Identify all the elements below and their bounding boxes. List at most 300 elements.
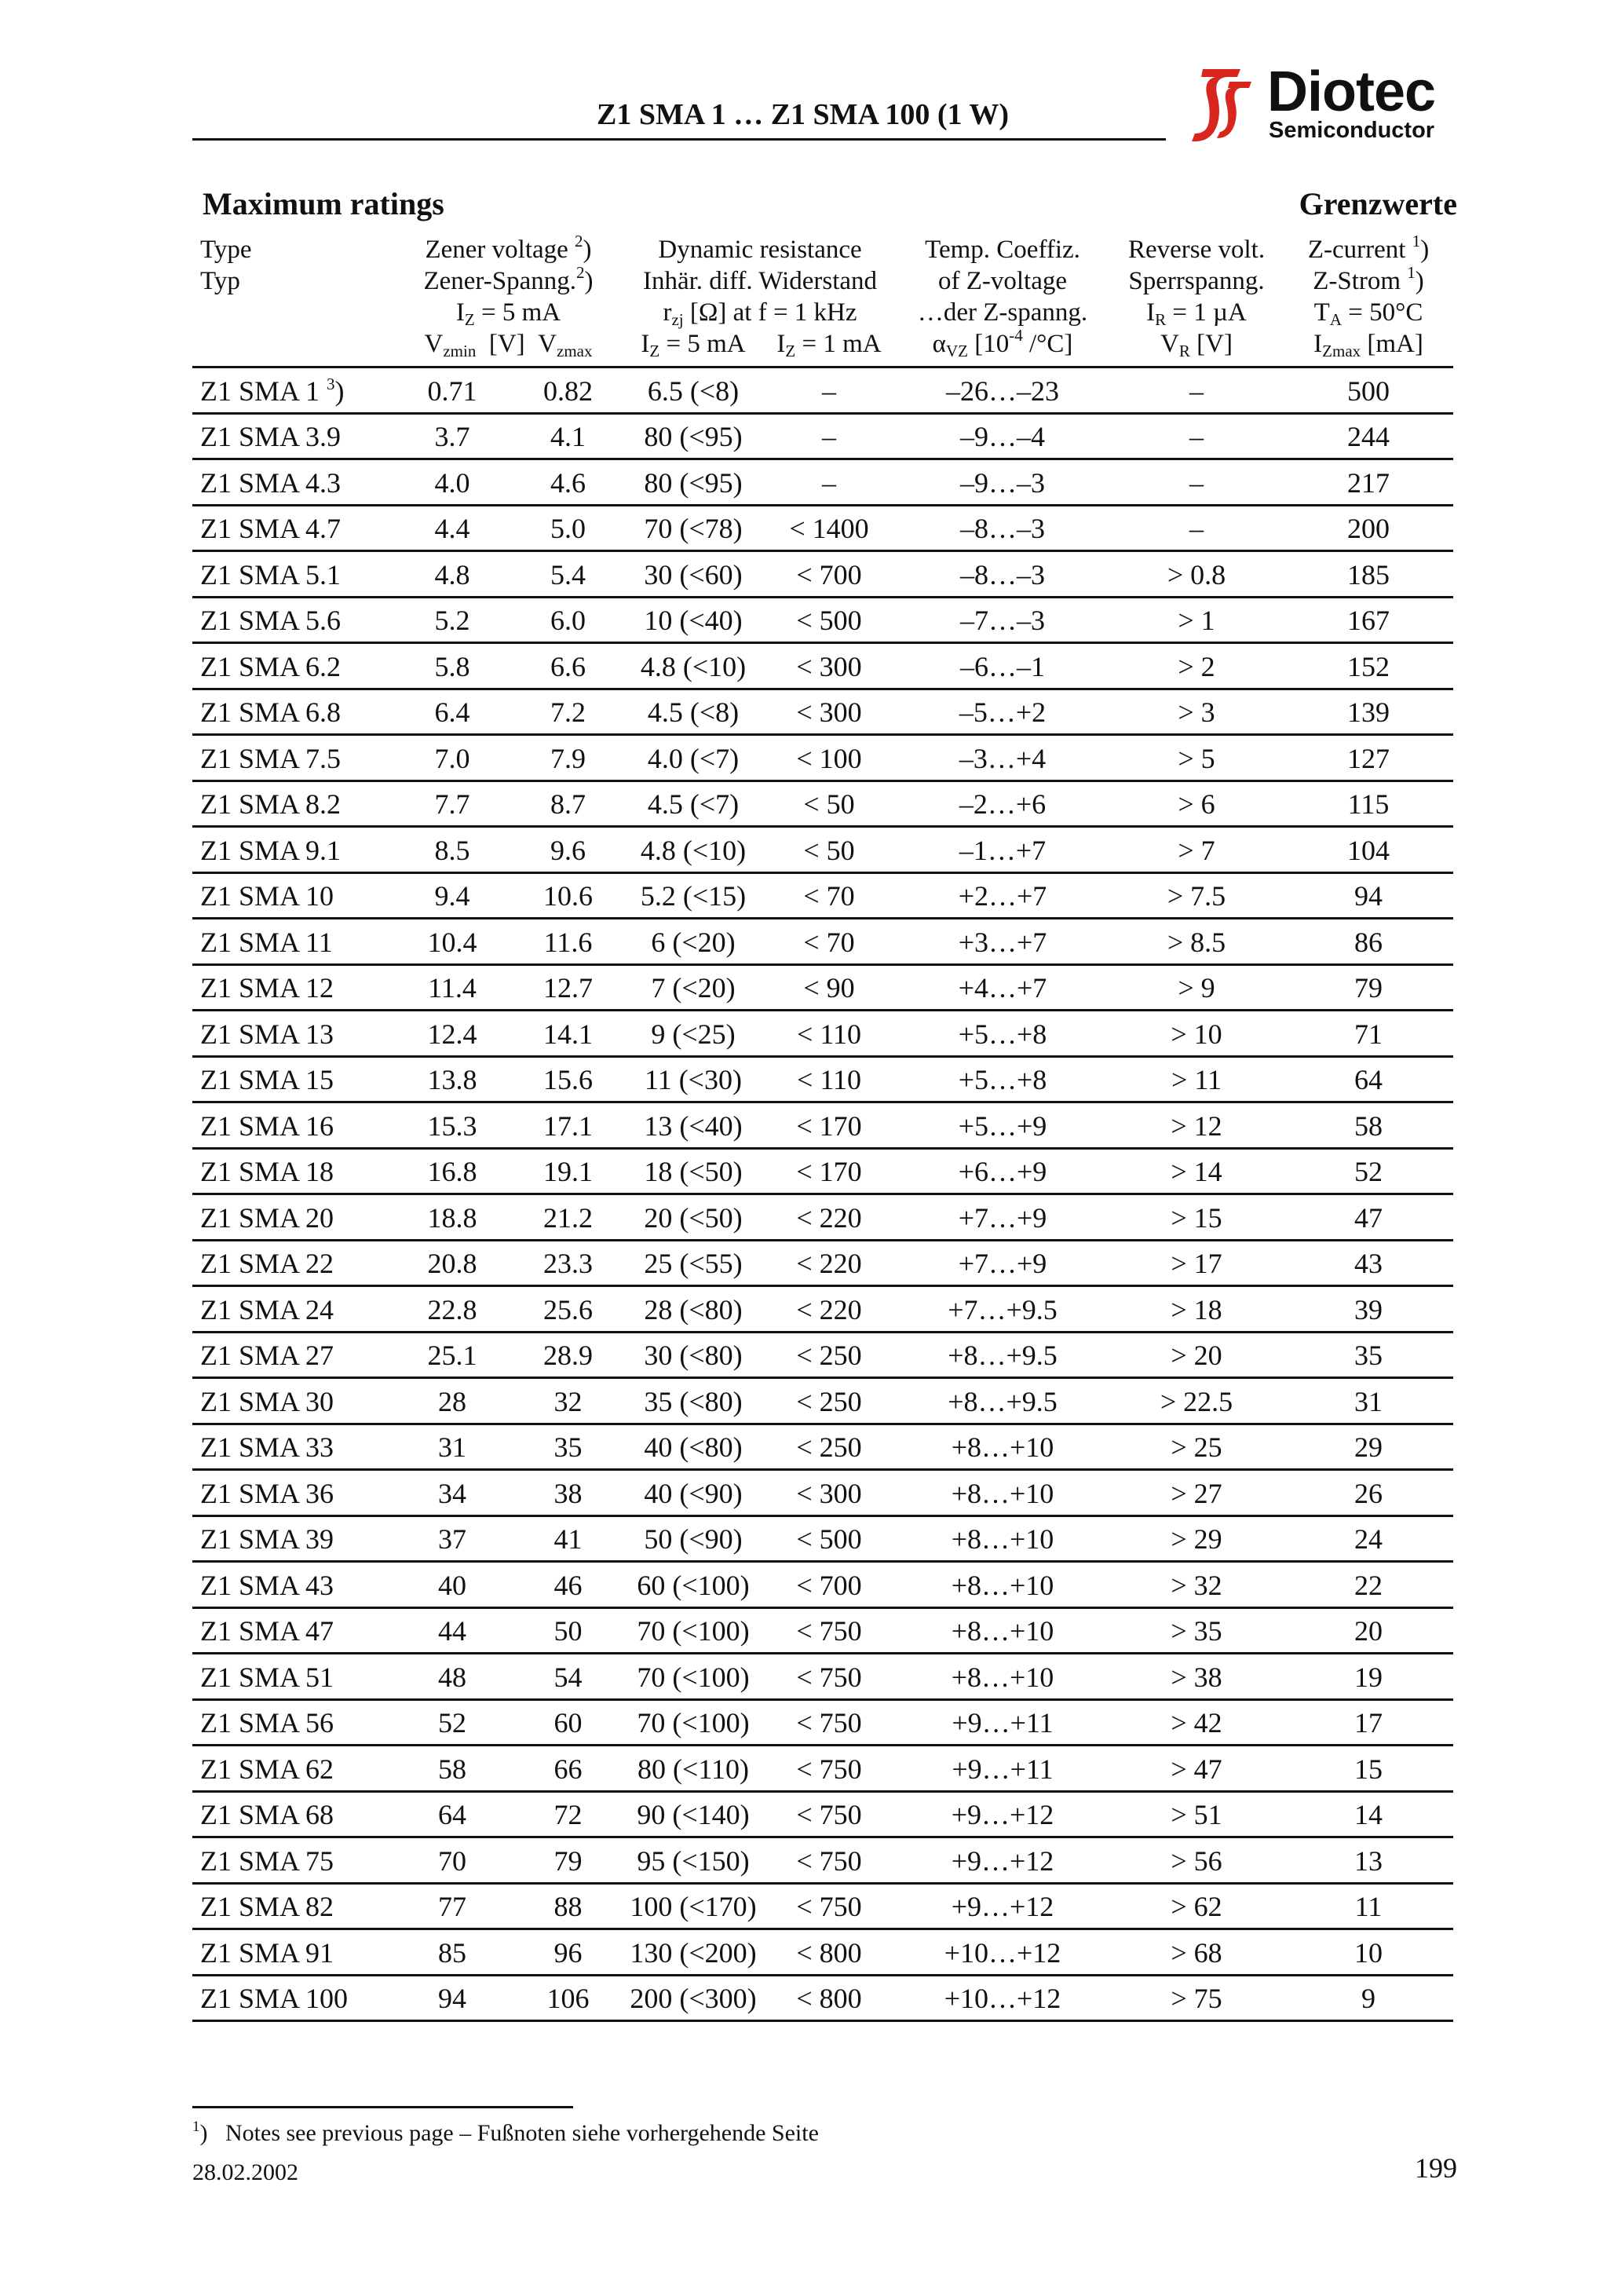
table-row [192, 1148, 1453, 1194]
sub: zmax [557, 342, 593, 360]
type-name: Z1 SMA 12 [200, 972, 334, 1004]
sub: Zmax [1322, 342, 1361, 360]
cell-vzmax: 28.9 [543, 1340, 593, 1372]
cell-rzj-1ma: < 700 [796, 1569, 862, 1601]
type-name: Z1 SMA 15 [200, 1064, 334, 1096]
table-row [192, 505, 1453, 551]
cell-type [192, 1240, 393, 1286]
cell-vzmax: 17.1 [543, 1110, 593, 1142]
table-row [192, 1975, 1453, 2021]
cell-z-current: 39 [1354, 1293, 1383, 1325]
cell-reverse-voltage: > 18 [1171, 1293, 1222, 1325]
cell-reverse-voltage: > 56 [1171, 1844, 1222, 1877]
cell-rzj-1ma: < 750 [796, 1615, 862, 1647]
cell-vzmin: 58 [438, 1753, 466, 1785]
val: [Ω] at f = 1 kHz [683, 298, 857, 327]
cell-rzj-1ma: – [822, 466, 837, 499]
type-name: Z1 SMA 91 [200, 1936, 334, 1969]
table-row [192, 1837, 1453, 1884]
cell-vzmin: 44 [438, 1615, 466, 1647]
cell-vzmax: 4.6 [550, 466, 586, 499]
sym: I [776, 330, 786, 358]
cell-vzmax: 7.9 [550, 742, 586, 774]
cell-z-current: 17 [1354, 1707, 1383, 1739]
val: [mA] [1361, 330, 1423, 358]
dyn-cond-1ma [762, 328, 896, 367]
cell-z-current: 94 [1354, 880, 1383, 912]
cell-rzj-1ma: < 750 [796, 1661, 862, 1693]
logo-subtitle: Semiconductor [1269, 118, 1435, 143]
cell-rzj-5ma: 80 (<95) [644, 466, 743, 499]
cell-vzmax: 11.6 [543, 926, 593, 958]
cell-reverse-voltage: > 15 [1171, 1201, 1222, 1234]
cell-vzmax: 96 [553, 1936, 583, 1969]
cell-z-current: 31 [1354, 1385, 1383, 1417]
cell-temp-coeff: +4…+7 [958, 972, 1047, 1004]
cell-vzmax: 46 [553, 1569, 583, 1601]
cell-vzmax: 5.4 [550, 558, 586, 590]
cell-reverse-voltage: > 5 [1178, 742, 1215, 774]
cell-rzj-5ma: 50 (<90) [644, 1523, 743, 1556]
cell-reverse-voltage: > 11 [1171, 1064, 1222, 1096]
col-zener-en: Zener voltage $^2$) [425, 232, 592, 264]
cell-temp-coeff: +8…+10 [951, 1477, 1054, 1509]
val: = 50°C [1342, 298, 1423, 327]
cell-z-current: 10 [1354, 1936, 1383, 1969]
cell-reverse-voltage: > 51 [1171, 1799, 1222, 1831]
cell-rzj-5ma: 40 (<80) [644, 1431, 743, 1464]
cell-vzmin: 15.3 [427, 1110, 477, 1142]
table-row [192, 1240, 1453, 1286]
table-row [192, 643, 1453, 689]
cell-temp-coeff: +5…+8 [958, 1064, 1047, 1096]
table-row [192, 1332, 1453, 1378]
type-name: Z1 SMA 3.9 [200, 421, 342, 453]
cell-type [192, 1148, 393, 1194]
cell-vzmin: 4.0 [434, 466, 470, 499]
table-row [192, 459, 1453, 506]
cell-rzj-5ma: 20 (<50) [644, 1201, 743, 1234]
type-name: Z1 SMA 47 [200, 1615, 334, 1647]
cell-vzmin: 64 [438, 1799, 466, 1831]
table-row [192, 1424, 1453, 1470]
cell-rzj-5ma: 30 (<80) [644, 1340, 743, 1372]
cell-rzj-5ma: 60 (<100) [637, 1569, 750, 1601]
sym: α [932, 330, 946, 358]
cell-type [192, 1929, 393, 1976]
cell-vzmax: 72 [553, 1799, 583, 1831]
col-zc-de: Z-Strom $^1$) [1313, 263, 1424, 295]
header-row [192, 328, 1453, 367]
cell-z-current: 244 [1347, 421, 1390, 453]
col-type-en: Type [200, 236, 252, 264]
type-name: Z1 SMA 22 [200, 1248, 334, 1280]
cell-reverse-voltage: > 38 [1171, 1661, 1222, 1693]
cell-vzmin: 70 [438, 1844, 466, 1877]
zener-note-mark: 2 [575, 232, 583, 250]
cell-rzj-5ma: 100 (<170) [630, 1891, 757, 1923]
cell-type [192, 735, 393, 781]
table-row [192, 1654, 1453, 1700]
table-row [192, 413, 1453, 459]
table-row [192, 1194, 1453, 1241]
cell-vzmin: 5.2 [434, 605, 470, 637]
sym: V [424, 330, 444, 358]
cell-vzmin: 12.4 [427, 1018, 477, 1050]
cell-z-current: 29 [1354, 1431, 1383, 1464]
cell-rzj-1ma: < 250 [796, 1431, 862, 1464]
cell-temp-coeff: +9…+11 [952, 1753, 1054, 1785]
table-row [192, 735, 1453, 781]
cell-rzj-1ma: < 500 [796, 1523, 862, 1556]
cell-vzmax: 21.2 [543, 1201, 593, 1234]
cell-vzmax: 7.2 [550, 696, 586, 729]
cell-vzmax: 19.1 [543, 1156, 593, 1188]
table-row [192, 919, 1453, 965]
footnote-text: Notes see previous page – Fußnoten siehe vorhergehende Seite [225, 2120, 819, 2146]
cell-vzmax: 6.0 [550, 605, 586, 637]
cell-temp-coeff: +7…+9 [958, 1248, 1047, 1280]
cell-temp-coeff: +8…+10 [951, 1661, 1054, 1693]
cell-rzj-1ma: < 250 [796, 1340, 862, 1372]
cell-temp-coeff: +8…+9.5 [948, 1340, 1058, 1372]
type-name: Z1 SMA 33 [200, 1431, 334, 1464]
cell-rzj-5ma: 6.5 (<8) [647, 375, 740, 407]
header-blank [192, 328, 393, 367]
cell-rzj-1ma: < 700 [796, 558, 862, 590]
cell-reverse-voltage: > 2 [1178, 650, 1215, 682]
table-row [192, 1286, 1453, 1333]
table-row [192, 964, 1453, 1011]
table-row [192, 689, 1453, 735]
cell-reverse-voltage: – [1189, 375, 1204, 407]
cell-type [192, 643, 393, 689]
cell-vzmin: 10.4 [427, 926, 477, 958]
type-name: Z1 SMA 4.3 [200, 466, 342, 499]
type-name: Z1 SMA 27 [200, 1340, 334, 1372]
type-name: Z1 SMA 82 [200, 1891, 334, 1923]
cell-vzmin: 77 [438, 1891, 466, 1923]
cell-reverse-voltage: > 22.5 [1160, 1385, 1233, 1417]
table-row [192, 551, 1453, 598]
cell-vzmax: 14.1 [543, 1018, 593, 1050]
cell-vzmax: 38 [553, 1477, 583, 1509]
cell-vzmax: 66 [553, 1753, 583, 1785]
cell-type [192, 919, 393, 965]
cell-vzmin: 3.7 [434, 421, 470, 453]
cell-rzj-5ma: 13 (<40) [644, 1110, 743, 1142]
cell-z-current: 104 [1347, 834, 1390, 866]
cell-temp-coeff: –9…–4 [960, 421, 1046, 453]
cell-rzj-5ma: 28 (<80) [644, 1293, 743, 1325]
cell-rzj-1ma: < 300 [796, 1477, 862, 1509]
cell-type [192, 1102, 393, 1149]
cell-temp-coeff: +3…+7 [958, 926, 1047, 958]
cell-temp-coeff: +10…+12 [944, 1983, 1061, 2015]
zener-condition [393, 297, 624, 328]
cell-rzj-1ma: < 800 [796, 1936, 862, 1969]
cell-rzj-1ma: < 750 [796, 1844, 862, 1877]
cell-vzmin: 7.7 [434, 788, 470, 821]
cell-type [192, 1332, 393, 1378]
col-dyn-en: Dynamic resistance [658, 236, 862, 264]
cell-vzmax: 0.82 [543, 375, 593, 407]
cell-vzmin: 7.0 [434, 742, 470, 774]
cell-reverse-voltage: > 75 [1171, 1983, 1222, 2015]
sub: R [1178, 342, 1190, 360]
table-body [192, 367, 1453, 2021]
col-temp-of: of Z-voltage [938, 267, 1068, 295]
cell-z-current: 500 [1347, 375, 1390, 407]
sub: Z [785, 342, 796, 360]
cell-rzj-1ma: < 90 [803, 972, 855, 1004]
val: = 5 mA [659, 330, 746, 358]
section-title-en: Maximum ratings [203, 186, 444, 221]
cell-vzmin: 9.4 [434, 880, 470, 912]
table-row [192, 781, 1453, 827]
cell-vzmax: 106 [546, 1983, 590, 2015]
table-row [192, 1607, 1453, 1654]
cell-z-current: 71 [1354, 1018, 1383, 1050]
cell-rzj-5ma: 70 (<100) [637, 1661, 750, 1693]
cell-z-current: 115 [1347, 788, 1390, 821]
col-rev-de: Sperrspanng. [1128, 267, 1265, 295]
val: /°C] [1022, 330, 1073, 358]
cell-reverse-voltage: > 29 [1171, 1523, 1222, 1556]
cell-type [192, 872, 393, 919]
val: [V] [1189, 330, 1233, 358]
cell-vzmin: 40 [438, 1569, 466, 1601]
cell-z-current: 139 [1347, 696, 1390, 729]
type-name: Z1 SMA 75 [200, 1844, 334, 1877]
cell-rzj-5ma: 11 (<30) [645, 1064, 742, 1096]
cell-type [192, 1975, 393, 2021]
unit: [V] [488, 330, 525, 358]
cell-vzmax: 4.1 [550, 421, 586, 453]
type-name: Z1 SMA 11 [200, 926, 333, 958]
dyn-unit [624, 297, 896, 328]
cell-reverse-voltage: > 42 [1171, 1707, 1222, 1739]
type-name: Z1 SMA 1 [200, 375, 320, 407]
cell-z-current: 58 [1354, 1110, 1383, 1142]
cell-type [192, 413, 393, 459]
sym: V [538, 330, 557, 358]
cell-temp-coeff: +7…+9.5 [948, 1293, 1058, 1325]
cell-rzj-1ma: – [822, 375, 837, 407]
cell-rzj-1ma: < 300 [796, 696, 862, 729]
cell-vzmax: 54 [553, 1661, 583, 1693]
cell-rzj-5ma: 40 (<90) [644, 1477, 743, 1509]
cell-vzmin: 52 [438, 1707, 466, 1739]
cell-temp-coeff: +2…+7 [958, 880, 1047, 912]
cell-reverse-voltage: – [1189, 421, 1204, 453]
cell-vzmax: 88 [553, 1891, 583, 1923]
cell-z-current: 19 [1354, 1661, 1383, 1693]
cell-type [192, 1194, 393, 1241]
cell-type: Z1 SMA 1 $^3$) [200, 374, 345, 407]
zener-en-text: Zener voltage [425, 236, 568, 264]
cell-rzj-5ma: 35 (<80) [644, 1385, 743, 1417]
cell-z-current: 11 [1354, 1891, 1383, 1923]
cell-rzj-5ma: 130 (<200) [630, 1936, 757, 1969]
cell-temp-coeff: –5…+2 [959, 696, 1047, 729]
cell-reverse-voltage: > 1 [1178, 605, 1215, 637]
dyn-cond-5ma [624, 328, 762, 367]
cell-type [192, 1746, 393, 1792]
table-header [192, 234, 1453, 367]
cell-rzj-1ma: < 170 [796, 1156, 862, 1188]
zener-de-text: Zener-Spanng. [423, 267, 577, 295]
col-temp-en: Temp. Coeffiz. [925, 236, 1080, 264]
cell-reverse-voltage: > 17 [1171, 1248, 1222, 1280]
type-name: Z1 SMA 4.7 [200, 513, 342, 545]
cell-z-current: 167 [1347, 605, 1390, 637]
cell-vzmin: 8.5 [434, 834, 470, 866]
cell-rzj-1ma: < 110 [797, 1064, 861, 1096]
type-name: Z1 SMA 9.1 [200, 834, 342, 866]
cell-vzmin: 11.4 [428, 972, 477, 1004]
cell-z-current: 185 [1347, 558, 1390, 590]
cell-temp-coeff: +8…+9.5 [948, 1385, 1058, 1417]
type-name: Z1 SMA 7.5 [200, 742, 342, 774]
header-blank [192, 297, 393, 328]
cell-reverse-voltage: > 6 [1178, 788, 1215, 821]
cell-rzj-5ma: 70 (<100) [637, 1707, 750, 1739]
sym: V [1160, 330, 1179, 358]
col-zc-en: Z-current $^1$) [1307, 232, 1430, 264]
zener-note-mark: 2 [576, 263, 585, 282]
col-type-de: Typ [200, 267, 240, 295]
cell-vzmin: 31 [438, 1431, 466, 1464]
cell-vzmax: 10.6 [543, 880, 593, 912]
cell-rzj-1ma: < 500 [796, 605, 862, 637]
cell-rzj-1ma: < 800 [796, 1983, 862, 2015]
cell-rzj-1ma: < 50 [803, 788, 855, 821]
cell-type [192, 964, 393, 1011]
cell-type [192, 597, 393, 643]
cell-type [192, 1562, 393, 1608]
cell-rzj-5ma: 4.8 (<10) [640, 834, 747, 866]
cell-reverse-voltage: > 47 [1171, 1753, 1222, 1785]
cell-rzj-5ma: 30 (<60) [644, 558, 743, 590]
cell-z-current: 26 [1354, 1477, 1383, 1509]
cell-rzj-5ma: 9 (<25) [651, 1018, 736, 1050]
cell-reverse-voltage: > 10 [1171, 1018, 1222, 1050]
cell-vzmin: 18.8 [427, 1201, 477, 1234]
cell-z-current: 22 [1354, 1569, 1383, 1601]
diotec-logo [1185, 60, 1468, 149]
table-row [192, 597, 1453, 643]
cell-rzj-1ma: < 250 [796, 1385, 862, 1417]
cell-z-current: 43 [1354, 1248, 1383, 1280]
cell-vzmax: 8.7 [550, 788, 586, 821]
cell-reverse-voltage: > 7.5 [1167, 880, 1226, 912]
cell-type [192, 1424, 393, 1470]
cell-z-current: 9 [1361, 1983, 1376, 2015]
header-row [192, 234, 1453, 265]
col-temp-de: …der Z-spanng. [917, 298, 1088, 327]
table-row [192, 1515, 1453, 1562]
cell-reverse-voltage: > 9 [1178, 972, 1215, 1004]
table-row [192, 1791, 1453, 1837]
cell-temp-coeff: –9…–3 [960, 466, 1046, 499]
sym: I [1146, 298, 1156, 327]
footnote-rule [192, 2106, 573, 2108]
cell-temp-coeff: +5…+9 [958, 1110, 1047, 1142]
type-name: Z1 SMA 24 [200, 1293, 334, 1325]
cell-rzj-5ma: 18 (<50) [644, 1156, 743, 1188]
val: = 1 mA [795, 330, 882, 358]
page-number: 199 [1415, 2152, 1457, 2184]
cell-vzmin: 20.8 [427, 1248, 477, 1280]
cell-reverse-voltage: > 25 [1171, 1431, 1222, 1464]
temp-unit [896, 328, 1109, 367]
cell-type [192, 505, 393, 551]
cell-rzj-5ma: 25 (<55) [644, 1248, 743, 1280]
cell-rzj-5ma: 70 (<100) [637, 1615, 750, 1647]
type-name: Z1 SMA 36 [200, 1477, 334, 1509]
table-row [192, 1470, 1453, 1516]
cell-temp-coeff: –1…+7 [959, 834, 1047, 866]
cell-reverse-voltage: > 35 [1171, 1615, 1222, 1647]
footnote: $^1$) Notes see previous page – Fußnoten siehe vorhergehende Seite [192, 2119, 819, 2146]
cell-type [192, 1699, 393, 1746]
cell-vzmax: 12.7 [543, 972, 593, 1004]
cell-rzj-1ma: < 750 [796, 1891, 862, 1923]
cell-reverse-voltage: – [1189, 513, 1204, 545]
type-name: Z1 SMA 13 [200, 1018, 334, 1050]
cell-type [192, 827, 393, 873]
type-name: Z1 SMA 6.2 [200, 650, 342, 682]
type-name: Z1 SMA 51 [200, 1661, 334, 1693]
section-title-de: Grenzwerte [1299, 186, 1457, 221]
type-name: Z1 SMA 30 [200, 1385, 334, 1417]
sym: I [1313, 330, 1323, 358]
table-row [192, 1102, 1453, 1149]
type-name: Z1 SMA 8.2 [200, 788, 342, 821]
type-name: Z1 SMA 68 [200, 1799, 334, 1831]
cell-rzj-5ma: 90 (<140) [637, 1799, 750, 1831]
cell-type [192, 1654, 393, 1700]
ratings-table [192, 234, 1453, 2022]
cell-type [192, 1837, 393, 1884]
diotec-logo-mark-icon [1185, 63, 1256, 149]
cell-vzmin: 13.8 [427, 1064, 477, 1096]
cell-vzmin: 4.8 [434, 558, 470, 590]
cell-temp-coeff: +9…+11 [952, 1707, 1054, 1739]
type-name: Z1 SMA 62 [200, 1753, 334, 1785]
cell-z-current: 217 [1347, 466, 1390, 499]
type-name: Z1 SMA 100 [200, 1983, 349, 2015]
logo-name: Diotec [1267, 60, 1436, 123]
cell-reverse-voltage: > 68 [1171, 1936, 1222, 1969]
type-name: Z1 SMA 6.8 [200, 696, 342, 729]
sym: I [641, 330, 650, 358]
cell-rzj-5ma: 7 (<20) [651, 972, 736, 1004]
cell-z-current: 20 [1354, 1615, 1383, 1647]
cell-type [192, 1883, 393, 1929]
table-row [192, 872, 1453, 919]
cell-temp-coeff: –2…+6 [959, 788, 1047, 821]
cell-rzj-5ma: 95 (<150) [637, 1844, 750, 1877]
zc-note-mark: 1 [1412, 232, 1421, 250]
type-name: Z1 SMA 10 [200, 880, 334, 912]
cell-z-current: 152 [1347, 650, 1390, 682]
col-rev-en: Reverse volt. [1127, 236, 1266, 264]
cell-vzmin: 48 [438, 1661, 466, 1693]
cell-vzmax: 50 [553, 1615, 583, 1647]
cell-z-current: 35 [1354, 1340, 1383, 1372]
